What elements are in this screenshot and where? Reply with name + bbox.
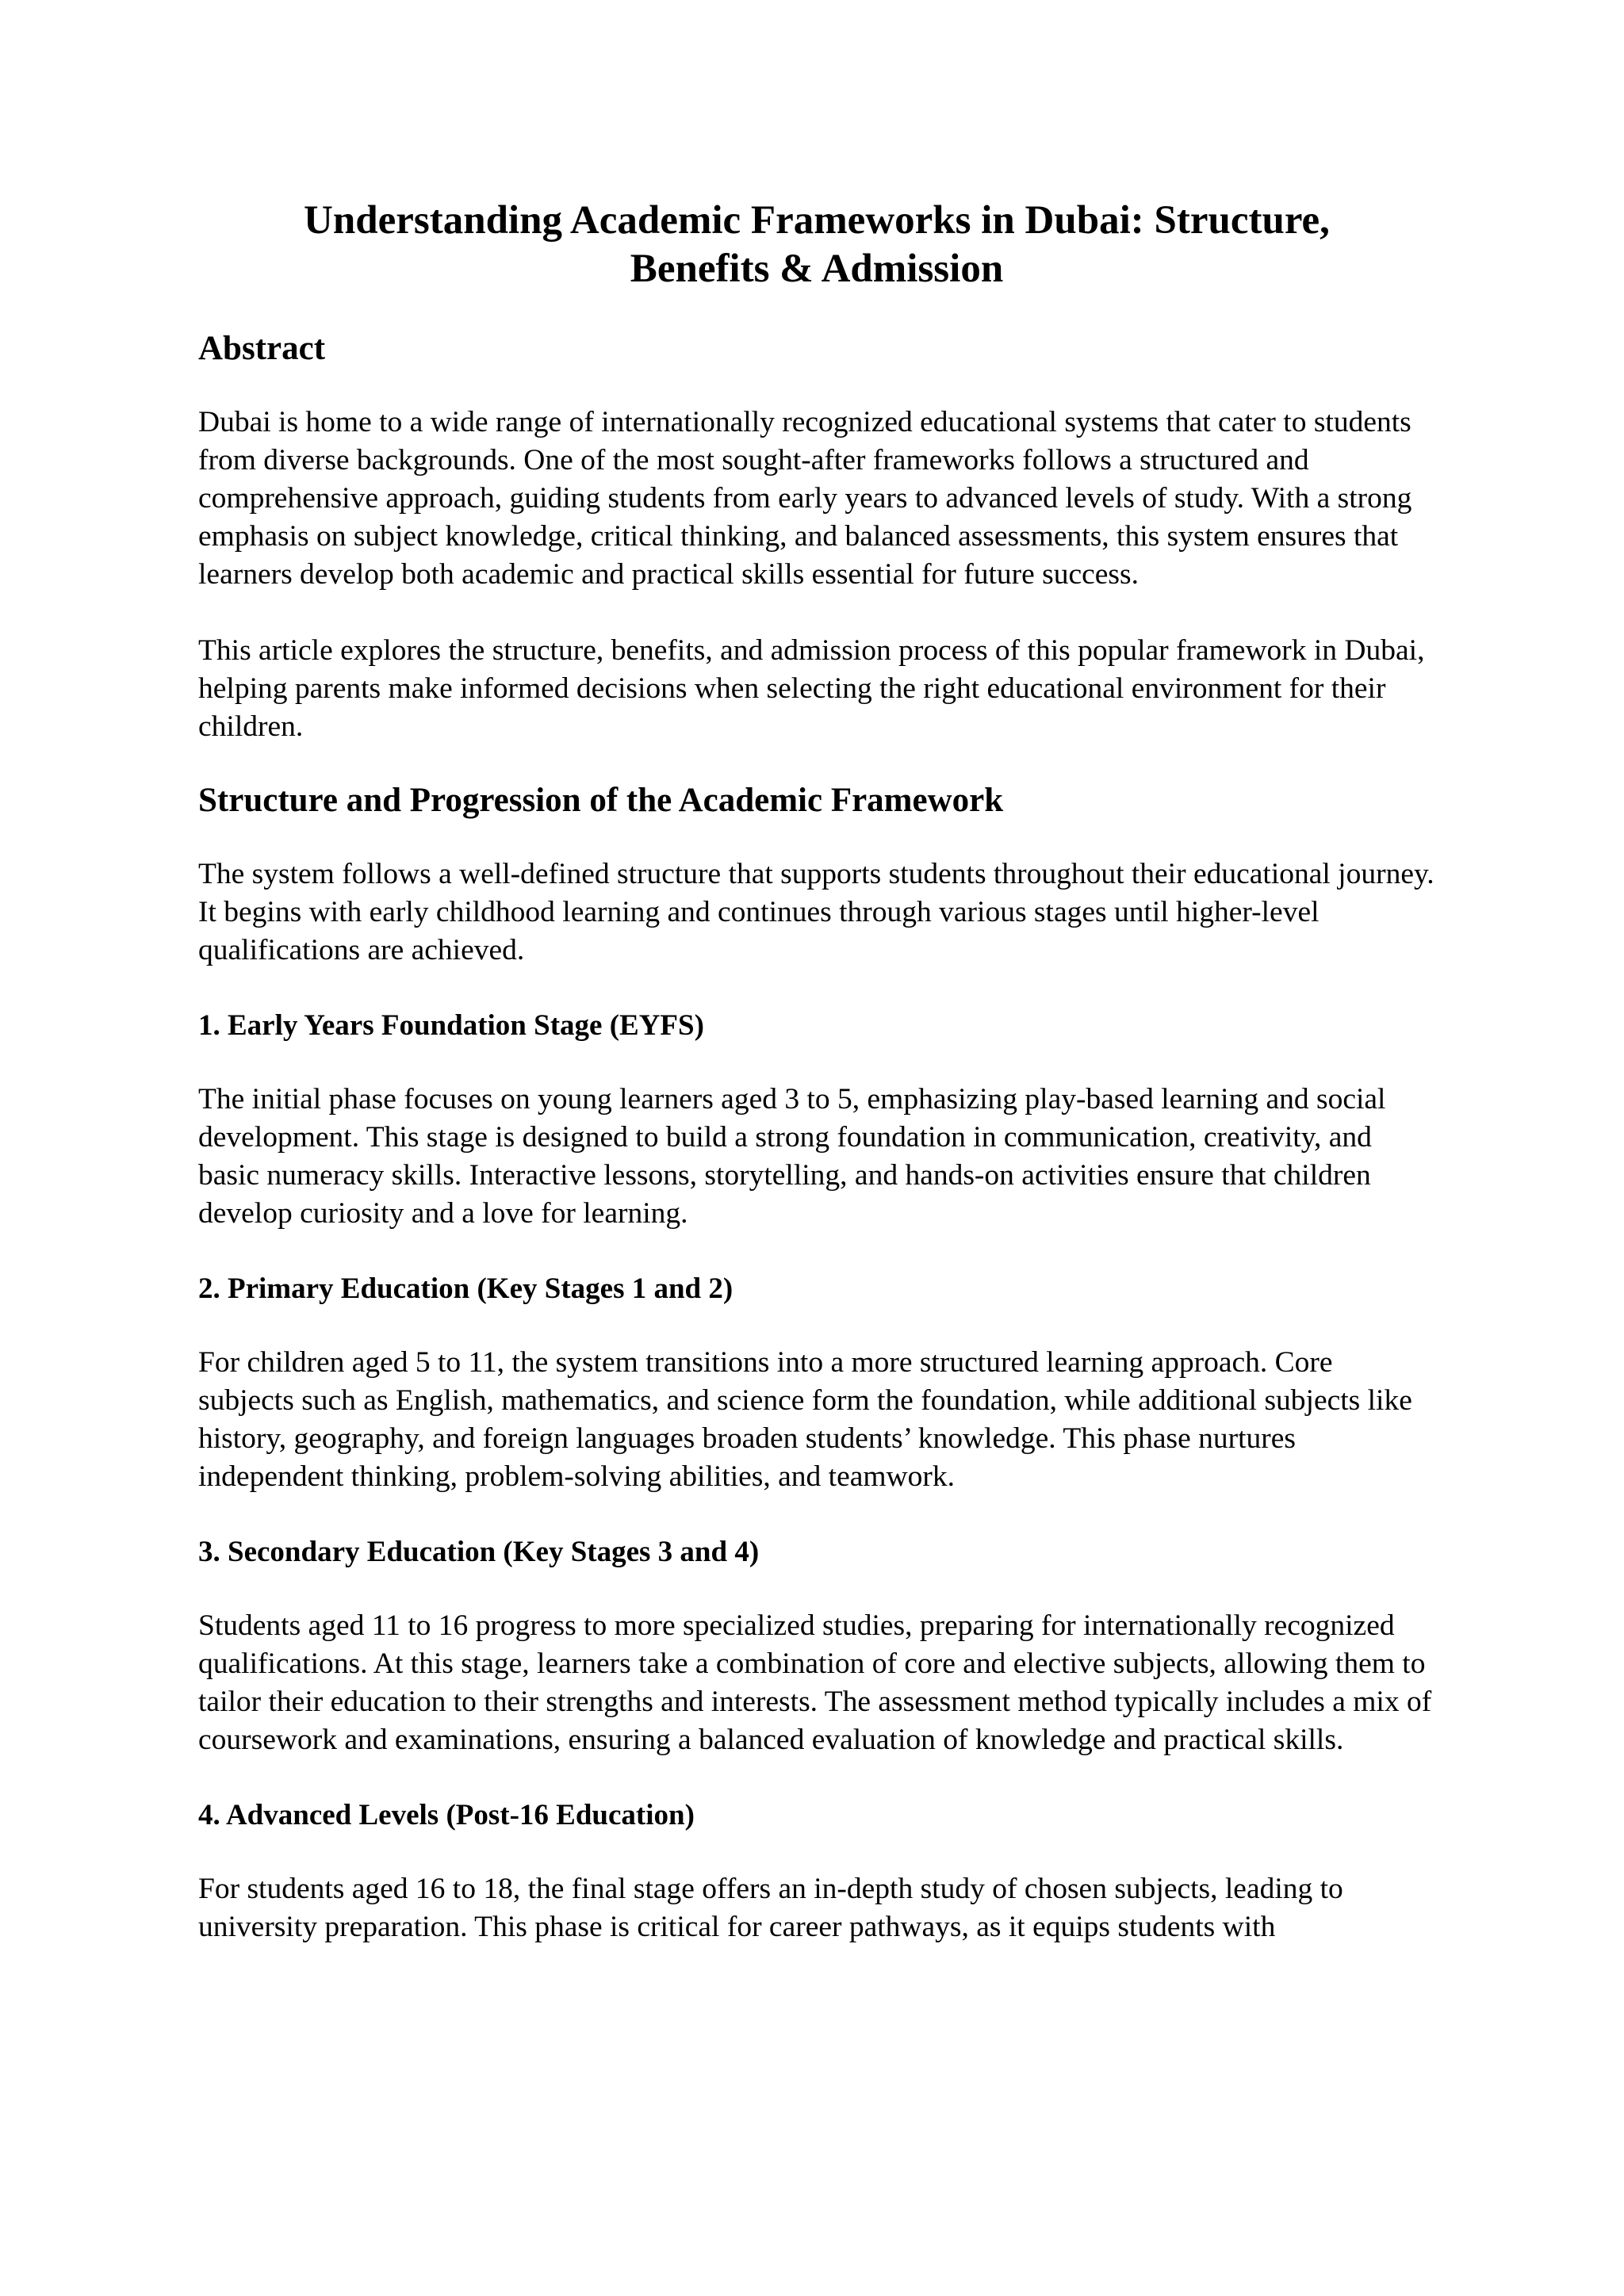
abstract-paragraph-2: This article explores the structure, benefits, and admission process of this popular framework in Dubai, helping parents make informed decisions when selecting the right educational environment for their children. — [198, 634, 1425, 743]
structure-intro-paragraph: The system follows a well-defined structure that supports students throughout their educational journey. It begins with early childhood learning and continues through various stages until higher-level qualifications are achieved. — [198, 858, 1434, 966]
document-body — [198, 197, 1435, 1946]
stage-heading-advanced: 4. Advanced Levels (Post-16 Education) — [198, 1799, 695, 1831]
stage-body-eyfs: The initial phase focuses on young learners aged 3 to 5, emphasizing play-based learning and social development. This stage is designed to build a strong foundation in communication, creativity, and basic numeracy skills. Interactive lessons, storytelling, and hands-on activities ensure that children develop curiosity and a love for learning. — [198, 1083, 1386, 1230]
stage-heading-secondary: 3. Secondary Education (Key Stages 3 and 4) — [198, 1536, 760, 1568]
stage-body-secondary: Students aged 11 to 16 progress to more specialized studies, preparing for internationally recognized qualifications. At this stage, learners take a combination of core and elective subjects, allowing them to tailor their education to their strengths and interests. The assessment method typically includes a mix of coursework and examinations, ensuring a balanced evaluation of knowledge and practical skills. — [198, 1609, 1432, 1756]
abstract-paragraph-1: Dubai is home to a wide range of internationally recognized educational systems that cater to students from diverse backgrounds. One of the most sought-after frameworks follows a structured and comprehensive approach, guiding students from early years to advanced levels of study. With a strong emphasis on subject knowledge, critical thinking, and balanced assessments, this system ensures that learners develop both academic and practical skills essential for future success. — [198, 406, 1412, 591]
stage-body-advanced: For students aged 16 to 18, the final stage offers an in-depth study of chosen subjects, leading to university preparation. This phase is critical for career pathways, as it equips students with — [198, 1873, 1343, 1943]
abstract-heading: Abstract — [198, 330, 326, 367]
structure-heading: Structure and Progression of the Academic Framework — [198, 782, 1004, 819]
stage-heading-eyfs: 1. Early Years Foundation Stage (EYFS) — [198, 1009, 704, 1042]
stage-body-primary: For children aged 5 to 11, the system transitions into a more structured learning approach. Core subjects such as English, mathematics, and science form the foundation, while additional subjects like history, geography, and foreign languages broaden students’ knowledge. This phase nurtures independent thinking, problem-solving abilities, and teamwork. — [198, 1346, 1412, 1493]
stage-heading-primary: 2. Primary Education (Key Stages 1 and 2) — [198, 1272, 733, 1305]
document-title: Understanding Academic Frameworks in Dubai: Structure, Benefits & Admission — [304, 198, 1330, 291]
